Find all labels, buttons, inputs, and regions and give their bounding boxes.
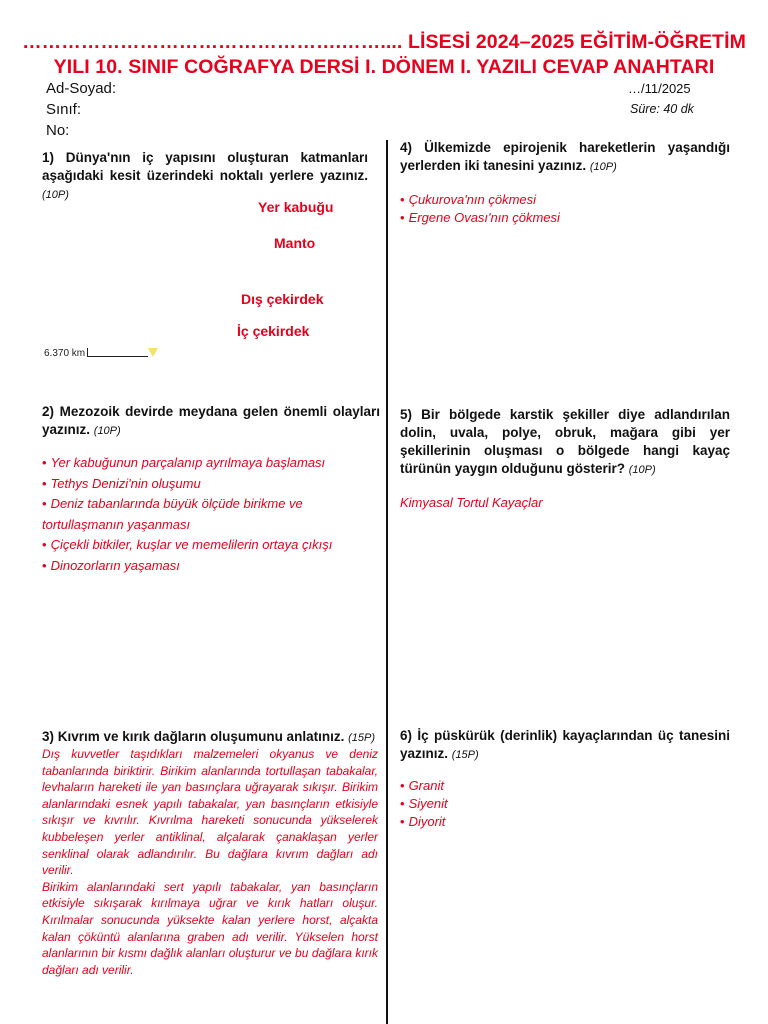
list-item: • Ergene Ovası'nın çökmesi <box>400 210 560 225</box>
question-2-points: (10P) <box>93 425 121 437</box>
layer-outer-core: Dış çekirdek <box>241 291 324 307</box>
question-5-answer: Kimyasal Tortul Kayaçlar <box>400 495 543 510</box>
question-3-points: (15P) <box>348 732 375 744</box>
scale-label: 6.370 km <box>44 348 86 359</box>
list-item: • Tethys Denizi'nin oluşumu <box>42 475 201 491</box>
question-6 <box>400 727 730 764</box>
list-item: • Deniz tabanlarında büyük ölçüde birikme ve tortullaşmanın yaşanması <box>42 496 303 532</box>
question-3-text: 3) Kıvrım ve kırık dağların oluşumunu anlatınız. <box>42 729 345 744</box>
question-2-answers <box>42 453 372 576</box>
column-divider <box>386 140 388 1024</box>
question-6-text: 6) İç püskürük (derinlik) kayaçlarından üç tanesini yazınız. <box>400 728 730 761</box>
question-3-answer <box>42 746 378 978</box>
layer-crust: Yer kabuğu <box>258 199 334 215</box>
list-item: • Çiçekli bitkiler, kuşlar ve memelilerin ortaya çıkışı <box>42 537 333 552</box>
question-5 <box>400 406 730 479</box>
question-5-text: 5) Bir bölgede karstik şekiller diye adlandırılan dolin, uvala, polye, obruk, mağara gibi yer şekillerinin oluşması o bölgede hangi kayaç türünün yaygın olduğunu gösterir? <box>400 407 730 476</box>
scale-bar <box>44 348 158 359</box>
question-1-text: 1) Dünya'nın iç yapısını oluşturan katmanları aşağıdaki kesit üzerindeki noktalı yerlere yazınız. <box>42 150 368 183</box>
question-3 <box>42 728 380 747</box>
page-title-line-1: ………………………………………….…….... LİSESİ 2024–2025 EĞİTİM-ÖĞRETİM <box>22 31 746 53</box>
question-6-answers <box>400 777 730 831</box>
list-item: • Çukurova'nın çökmesi <box>400 192 537 207</box>
question-4-answers <box>400 191 730 227</box>
list-item: • Yer kabuğunun parçalanıp ayrılmaya başlaması <box>42 455 326 470</box>
list-item: • Siyenit <box>400 796 448 811</box>
question-6-points: (15P) <box>451 749 479 761</box>
layer-mantle: Manto <box>274 235 316 251</box>
list-item: • Diyorit <box>400 814 446 829</box>
number-label: No: <box>46 122 70 139</box>
question-1-points: (10P) <box>42 189 69 201</box>
list-item: • Granit <box>400 778 444 793</box>
exam-date: …/11/2025 <box>628 81 691 96</box>
question-1 <box>42 149 368 204</box>
question-4-points: (10P) <box>589 161 617 173</box>
question-2-text: 2) Mezozoik devirde meydana gelen önemli olayları yazınız. <box>42 404 380 437</box>
exam-duration: Süre: 40 dk <box>630 102 694 116</box>
scale-line <box>87 348 148 357</box>
scale-marker-icon <box>148 348 158 357</box>
question-4 <box>400 139 730 176</box>
list-item: • Dinozorların yaşaması <box>42 557 180 573</box>
answer-paragraph-2: Birikim alanlarındaki sert yapılı tabakalar, yan basınçların etkisiyle sıkışarak kırılmaya uğrar ve kırık hatları oluşur. Kırılmalar sonucunda yüksekte kalan yerlere horst, alçakta kalan çöküntü alanlarına graben adı verilir. Yükselen horst alanlarının bir kısmı dağlık alanları oluşturur ve bu dağlara kırık dağları adı verilir. <box>42 879 378 977</box>
question-5-points: (10P) <box>628 464 656 476</box>
class-label: Sınıf: <box>46 101 82 118</box>
answer-paragraph-1: Dış kuvvetler taşıdıkları malzemeleri okyanus ve deniz tabanlarında biriktirir. Birikim alanlarında tortullaşan tabakalar, levhaların hareketi ile yan basınçlara uğrayarak sıkışır. Birikim alanlarındaki esnek yapılı tabakalar, yan basınçların etkisiyle sıkışır ve kıvrılır. Kıvrılma hareketi sonucunda yükselerek kubbeleşen yerler antiklinal, alçalarak çanaklaşan yerler senklinal olarak adlandırılır. Bu dağlara kıvrım dağları adı verilir. <box>42 747 378 878</box>
name-label: Ad-Soyad: <box>46 80 117 97</box>
page-title-line-2: YILI 10. SINIF COĞRAFYA DERSİ I. DÖNEM I. YAZILI CEVAP ANAHTARI <box>53 56 715 78</box>
layer-inner-core: İç çekirdek <box>237 323 310 339</box>
question-2 <box>42 403 380 440</box>
question-4-text: 4) Ülkemizde epirojenik hareketlerin yaşandığı yerlerden iki tanesini yazınız. <box>400 140 730 173</box>
